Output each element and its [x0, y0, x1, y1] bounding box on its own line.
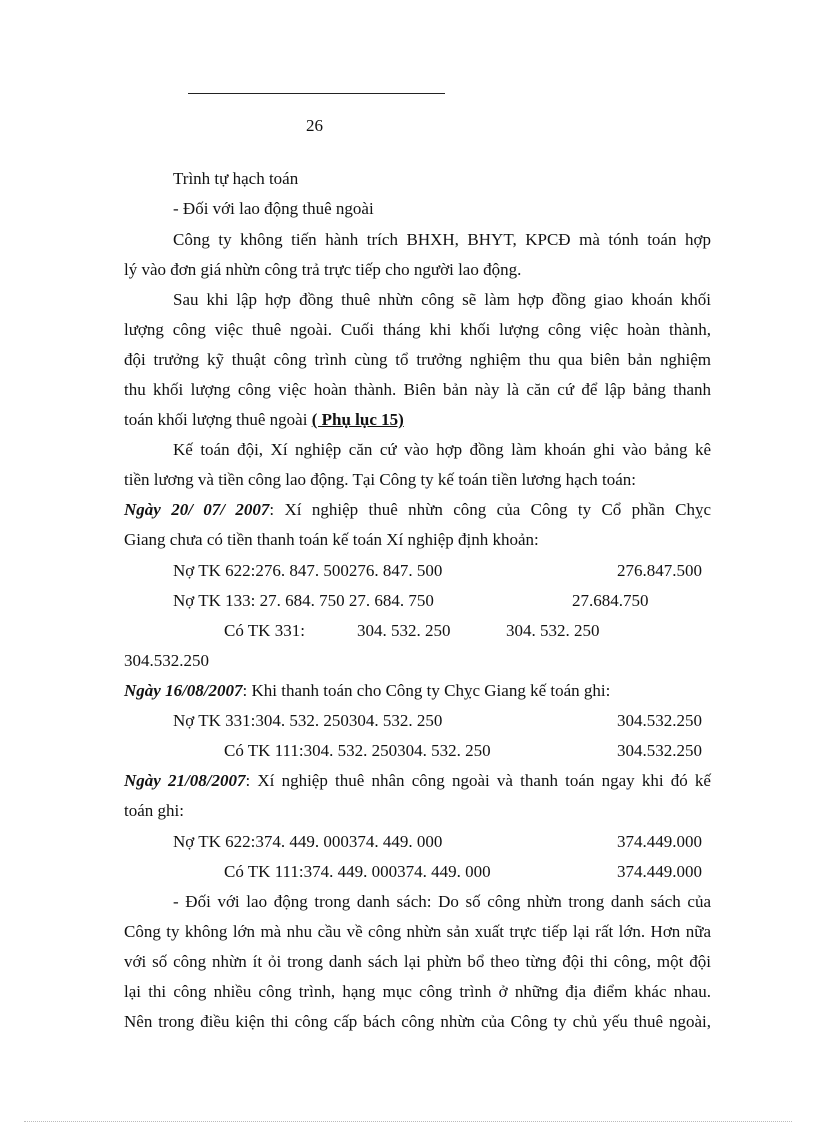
entry-text: : Xí nghiệp thuê nhân công ngoài và thanh toán ngay khi đó kế [245, 771, 711, 790]
subsection-outsourced: - Đối với lao động thuê ngoài [173, 199, 374, 218]
paragraph-line: đội trưởng kỹ thuật công trình cùng tổ trưởng nghiệm thu qua biên bản nghiệm [124, 350, 711, 369]
paragraph-line: Công ty không lớn mà nhu cầu về công nhừn sản xuất trực tiếp lại rất lớn. Hơn nữa [124, 922, 711, 941]
paragraph-line: Sau khi lập hợp đồng thuê nhừn công sẽ làm hợp đồng giao khoán khối [173, 290, 711, 309]
page-bottom-border [24, 1121, 792, 1122]
journal-debit-622: Nợ TK 622:276. 847. 500276. 847. 500 [173, 561, 443, 580]
journal-credit-331-label: Có TK 331: [224, 621, 305, 640]
paragraph-text: toán khối lượng thuê ngoài [124, 410, 312, 429]
journal-amount: 304.532.250 [617, 711, 702, 730]
entry-date: Ngày 20/ 07/ 2007 [124, 500, 270, 519]
journal-amount: 374.449.000 [617, 832, 702, 851]
journal-debit-622: Nợ TK 622:374. 449. 000374. 449. 000 [173, 832, 443, 851]
journal-amount: 304.532.250 [617, 741, 702, 760]
entry-line [124, 770, 711, 792]
paragraph-line [124, 409, 404, 431]
paragraph-line: Nên trong điều kiện thi công cấp bách công nhừn của Công ty chủ yếu thuê ngoài, [124, 1012, 711, 1031]
paragraph-line: lý vào đơn giá nhừn công trả trực tiếp cho người lao động. [124, 260, 522, 279]
journal-amount: 304. 532. 250 [506, 621, 600, 640]
entry-line [124, 680, 610, 702]
paragraph-line: tiền lương và tiền công lao động. Tại Công ty kế toán tiền lương hạch toán: [124, 470, 636, 489]
journal-credit-111: Có TK 111:374. 449. 000374. 449. 000 [224, 862, 491, 881]
journal-amount: 304. 532. 250 [357, 621, 451, 640]
paragraph-line: - Đối với lao động trong danh sách: Do số công nhừn trong danh sách của [173, 892, 711, 911]
paragraph-line: lại thi công nhiều công trình, hạng mục công trình ở những địa điểm khác nhau. [124, 982, 711, 1001]
journal-amount: 374.449.000 [617, 862, 702, 881]
entry-text: : Xí nghiệp thuê nhừn công của Công ty Cổ phần Chỵc [269, 500, 711, 519]
journal-amount: 27.684.750 [572, 591, 649, 610]
paragraph-line: thu khối lượng công việc hoàn thành. Biên bản này là căn cứ để lập bảng thanh [124, 380, 711, 399]
appendix-reference: ( Phụ lục 15) [311, 410, 404, 429]
entry-text: : Khi thanh toán cho Công ty Chỵc Giang kế toán ghi: [242, 681, 611, 700]
entry-date: Ngày 21/08/2007 [124, 771, 246, 790]
paragraph-line: Công ty không tiến hành trích BHXH, BHYT, KPCĐ mà tónh toán hợp [173, 230, 711, 249]
footnote-rule [188, 93, 445, 94]
journal-credit-111: Có TK 111:304. 532. 250304. 532. 250 [224, 741, 491, 760]
paragraph-line: với số công nhừn ít ỏi trong danh sách lại phừn bổ theo từng đội thi công, một đội [124, 952, 711, 971]
journal-debit-133: Nợ TK 133: 27. 684. 750 27. 684. 750 [173, 591, 434, 610]
journal-amount: 276.847.500 [617, 561, 702, 580]
entry-date: Ngày 16/08/2007 [124, 681, 243, 700]
paragraph-line: Kế toán đội, Xí nghiệp căn cứ vào hợp đồng làm khoán ghi vào bảng kê [173, 440, 711, 459]
page-number: 26 [306, 116, 323, 135]
section-heading: Trình tự hạch toán [173, 169, 299, 188]
journal-amount: 304.532.250 [124, 651, 209, 670]
entry-line [124, 499, 711, 521]
journal-debit-331: Nợ TK 331:304. 532. 250304. 532. 250 [173, 711, 443, 730]
entry-line: toán ghi: [124, 801, 184, 820]
paragraph-line: lượng công việc thuê ngoài. Cuối tháng khi khối lượng công việc hoàn thành, [124, 320, 711, 339]
entry-line: Giang chưa có tiền thanh toán kế toán Xí nghiệp định khoản: [124, 530, 539, 549]
